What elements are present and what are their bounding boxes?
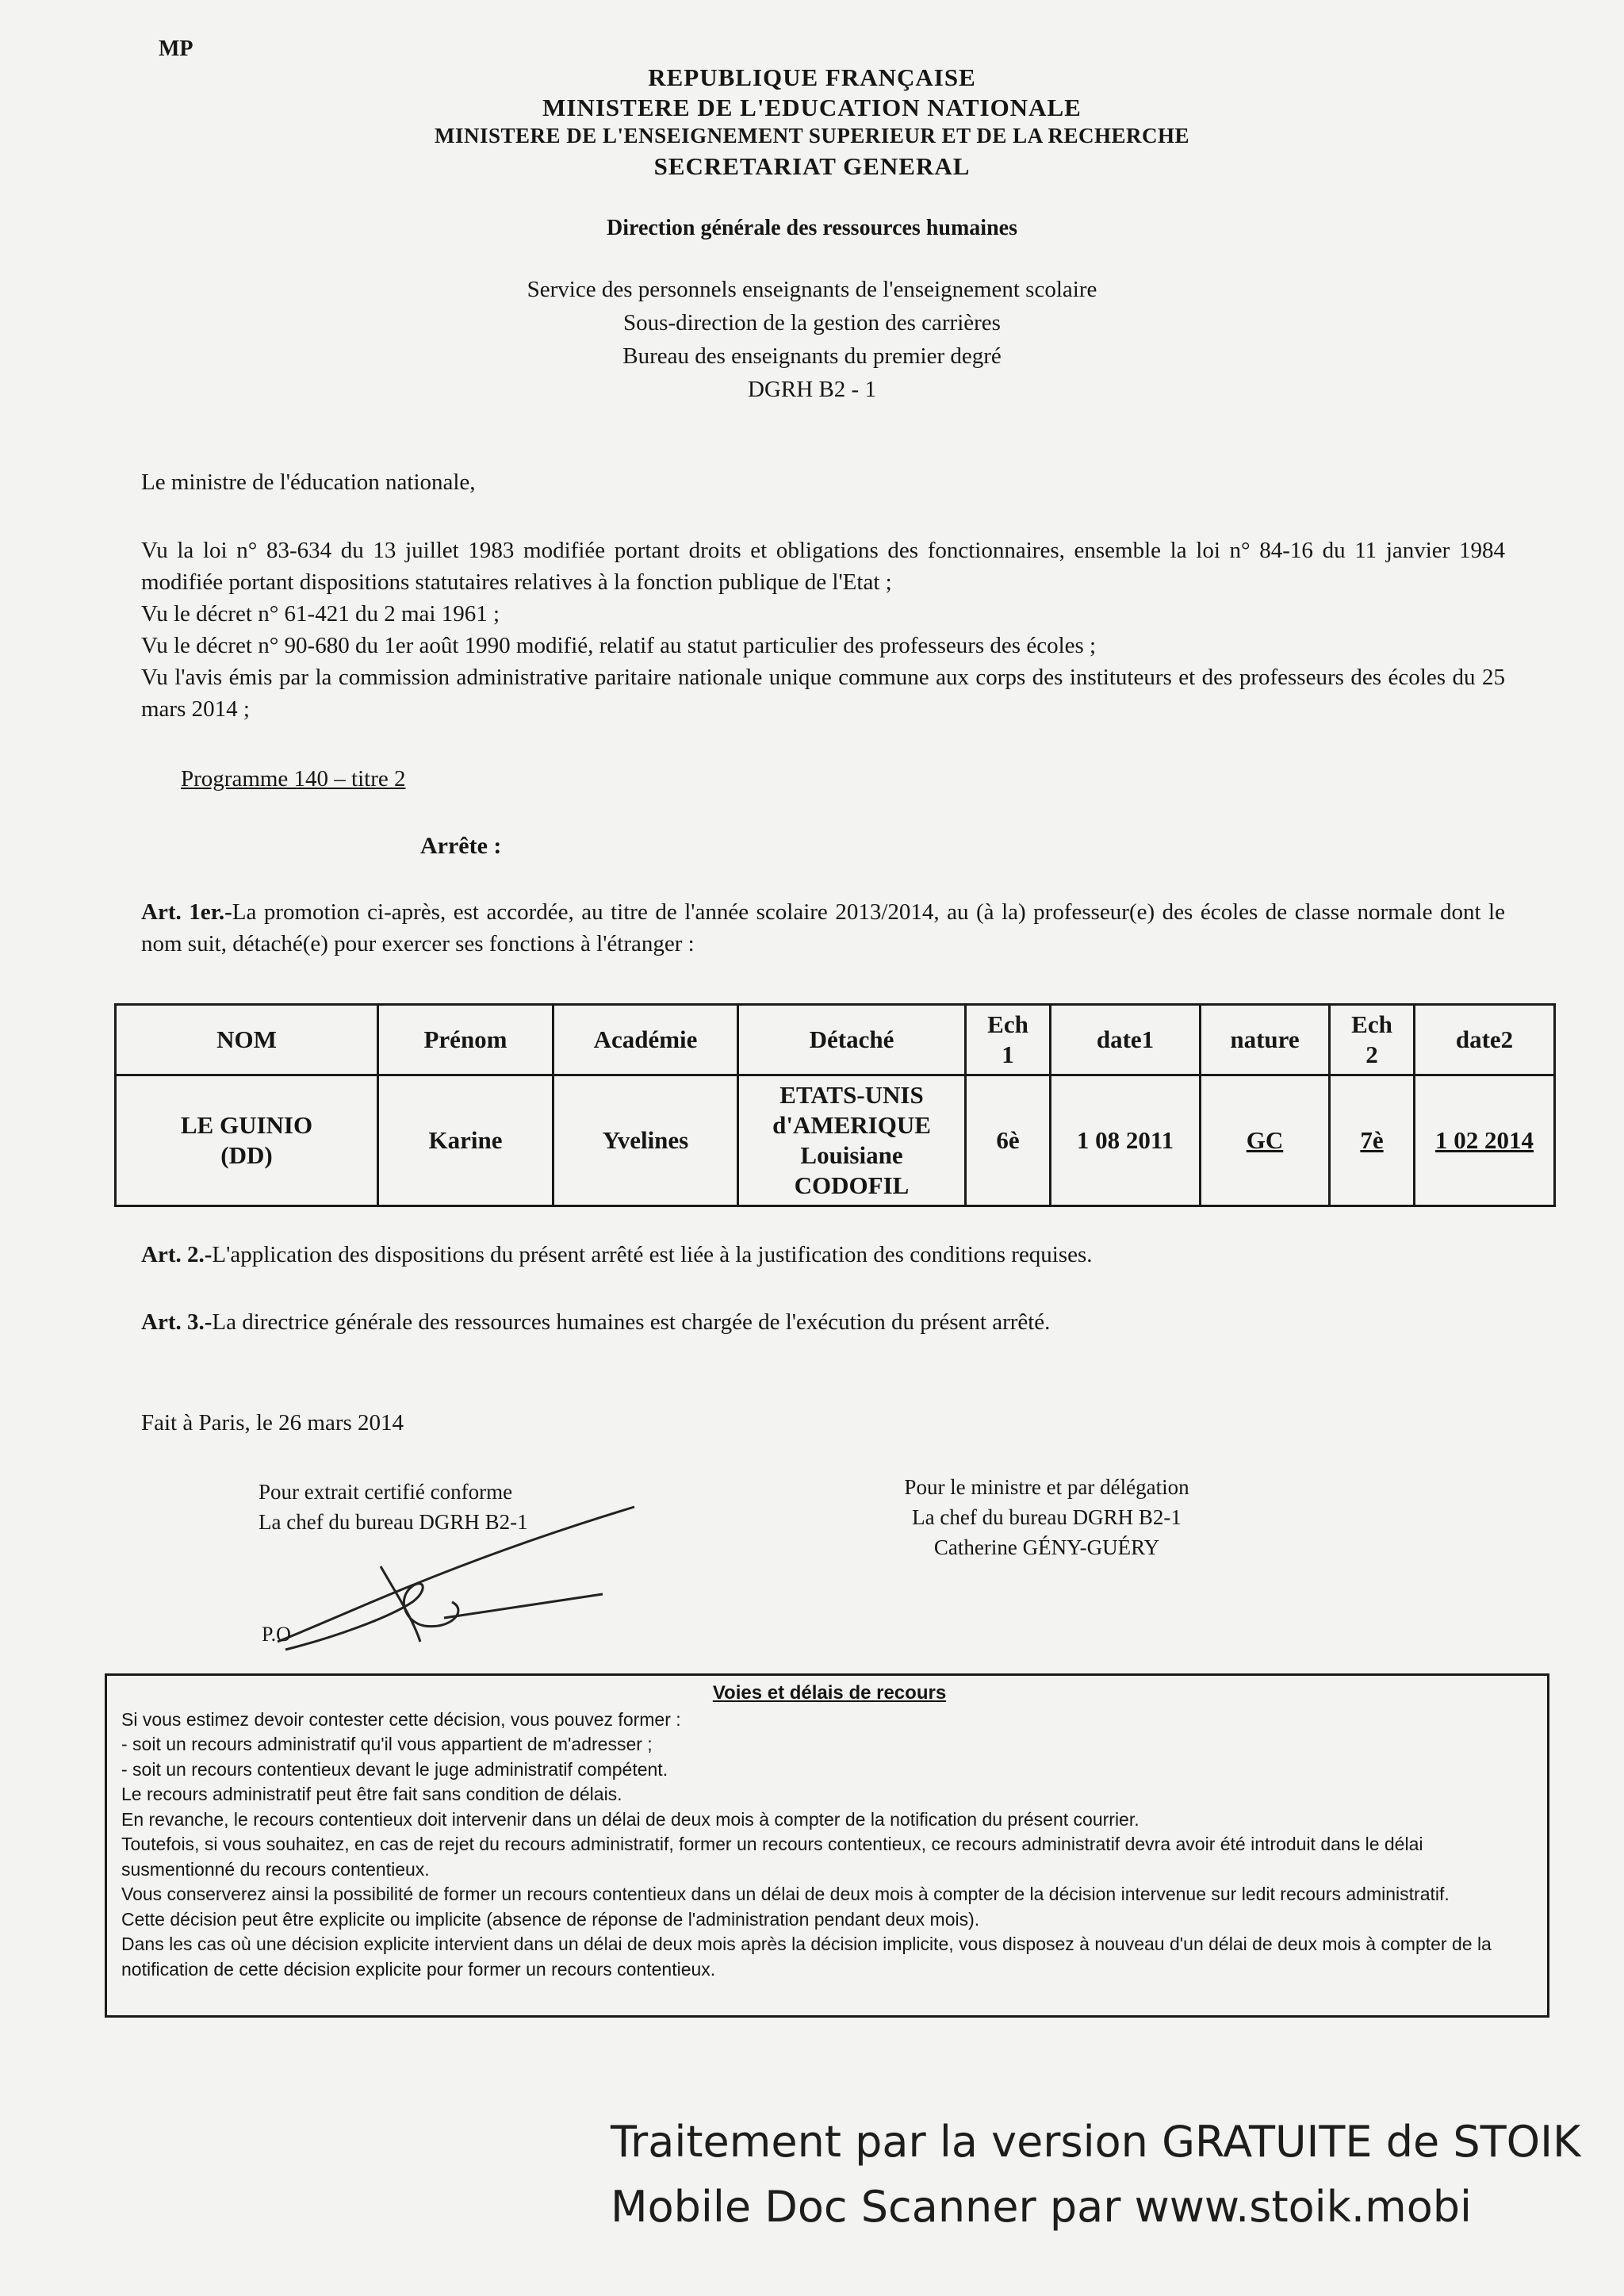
direction-title: Direction générale des ressources humaines bbox=[607, 216, 1017, 240]
promotion-table bbox=[114, 1003, 1556, 1207]
col-ech2: Ech 2 bbox=[1330, 1005, 1415, 1075]
cell-prenom: Karine bbox=[378, 1075, 553, 1206]
appeal-line: Cette décision peut être explicite ou implicite (absence de réponse de l'administration pendant deux mois). bbox=[121, 1908, 980, 1930]
header-secretariat: SECRETARIAT GENERAL bbox=[653, 152, 971, 180]
article-2 bbox=[141, 1239, 1505, 1271]
col-detache: Détaché bbox=[738, 1005, 966, 1075]
programme-line: Programme 140 – titre 2 bbox=[181, 766, 406, 792]
cell-date1: 1 08 2011 bbox=[1051, 1075, 1201, 1206]
cell-academie: Yvelines bbox=[553, 1075, 738, 1206]
article-2-label: Art. 2.- bbox=[141, 1242, 213, 1267]
cell-nature: GC bbox=[1201, 1075, 1330, 1206]
col-date2: date2 bbox=[1415, 1005, 1555, 1075]
article-1 bbox=[141, 896, 1505, 960]
document-initials: MP bbox=[159, 36, 193, 61]
header-ministry-education: MINISTERE DE L'EDUCATION NATIONALE bbox=[542, 94, 1082, 121]
scanner-watermark: Traitement par la version GRATUITE de STOIK Mobile Doc Scanner par www.stoik.mobi bbox=[611, 2117, 1581, 2232]
certified-extract-block: Pour extrait certifié conforme La chef du bureau DGRH B2-1 bbox=[259, 1480, 528, 1534]
po-mark: P.O bbox=[262, 1623, 291, 1646]
service-block bbox=[0, 273, 1624, 406]
appeal-box-title: Voies et délais de recours bbox=[712, 1682, 947, 1704]
subdirection-line: Sous-direction de la gestion des carrières bbox=[623, 310, 1001, 335]
bureau-code: DGRH B2 - 1 bbox=[748, 377, 876, 402]
col-date1: date1 bbox=[1051, 1005, 1201, 1075]
col-prenom: Prénom bbox=[378, 1005, 553, 1075]
reference-item: Vu le décret n° 90-680 du 1er août 1990 modifié, relatif au statut particulier des professeurs des écoles ; bbox=[141, 633, 1097, 658]
appeal-line: Vous conserverez ainsi la possibilité de former un recours contentieux dans un délai de deux mois à compter de la décision intervenue sur ledit recours administratif. bbox=[121, 1884, 1450, 1904]
place-date-line: Fait à Paris, le 26 mars 2014 bbox=[141, 1410, 404, 1435]
appeal-rights-box bbox=[105, 1673, 1549, 2018]
appeal-line: - soit un recours administratif qu'il vous appartient de m'adresser ; bbox=[121, 1734, 653, 1754]
article-3-label: Art. 3.- bbox=[141, 1309, 213, 1335]
appeal-line: - soit un recours contentieux devant le juge administratif compétent. bbox=[121, 1758, 668, 1780]
cell-date2: 1 02 2014 bbox=[1415, 1075, 1555, 1206]
reference-item: Vu l'avis émis par la commission administrative paritaire nationale unique commune aux corps des instituteurs et des professeurs des écoles du 25 mars 2014 ; bbox=[141, 665, 1505, 722]
col-academie: Académie bbox=[553, 1005, 738, 1075]
appeal-line: En revanche, le recours contentieux doit intervenir dans un délai de deux mois à compter de la notification du présent courrier. bbox=[121, 1808, 1139, 1830]
handwritten-signature bbox=[262, 1491, 658, 1681]
article-2-text: L'application des dispositions du présent arrêté est liée à la justification des conditions requises. bbox=[212, 1242, 1093, 1267]
cell-nom: LE GUINIO (DD) bbox=[116, 1075, 378, 1206]
article-3 bbox=[141, 1306, 1505, 1338]
minister-line: Le ministre de l'éducation nationale, bbox=[141, 470, 476, 495]
legal-references bbox=[141, 535, 1505, 725]
appeal-line: Le recours administratif peut être fait sans condition de délais. bbox=[121, 1784, 622, 1804]
table-header-row bbox=[116, 1005, 1555, 1075]
appeal-line: Dans les cas où une décision explicite intervient dans un délai de deux mois après la décision implicite, vous disposez à nouveau d'un délai de deux mois à compter de la notification de cette décision explicite pour former un recours contentieux. bbox=[121, 1934, 1492, 1980]
article-1-text: La promotion ci-après, est accordée, au titre de l'année scolaire 2013/2014, au (à la) professeur(e) des écoles de classe normale dont le nom suit, détaché(e) pour exercer ses fonctions à l'étranger : bbox=[141, 899, 1505, 956]
appeal-line: Toutefois, si vous souhaitez, en cas de rejet du recours administratif, former un recours contentieux, ce recours administratif devra avoir été introduit dans le délai susmentionné du recours contentieux. bbox=[121, 1834, 1423, 1880]
article-3-text: La directrice générale des ressources humaines est chargée de l'exécution du présent arrêté. bbox=[212, 1309, 1051, 1335]
col-ech1: Ech 1 bbox=[966, 1005, 1051, 1075]
cell-ech2: 7è bbox=[1330, 1075, 1415, 1206]
col-nom: NOM bbox=[116, 1005, 378, 1075]
cell-detache: ETATS-UNIS d'AMERIQUE Louisiane CODOFIL bbox=[738, 1075, 966, 1206]
cell-ech1: 6è bbox=[966, 1075, 1051, 1206]
arrete-heading: Arrête : bbox=[420, 833, 502, 859]
header-ministry-higher-education: MINISTERE DE L'ENSEIGNEMENT SUPERIEUR ET DE LA RECHERCHE bbox=[435, 124, 1189, 148]
reference-item: Vu la loi n° 83-634 du 13 juillet 1983 modifiée portant droits et obligations des fonctionnaires, ensemble la loi n° 84-16 du 11 janvier 1984 modifiée portant dispositions statutaires relatives à la fonction publique de l'Etat ; bbox=[141, 538, 1505, 595]
table-row bbox=[116, 1075, 1555, 1206]
service-line: Service des personnels enseignants de l'enseignement scolaire bbox=[527, 277, 1097, 302]
appeal-line: Si vous estimez devoir contester cette décision, vous pouvez former : bbox=[121, 1708, 681, 1730]
delegation-block: Pour le ministre et par délégation La chef du bureau DGRH B2-1 Catherine GÉNY-GUÉRY bbox=[904, 1475, 1189, 1559]
col-nature: nature bbox=[1201, 1005, 1330, 1075]
article-1-label: Art. 1er.- bbox=[141, 899, 232, 925]
bureau-line: Bureau des enseignants du premier degré bbox=[622, 343, 1002, 369]
header-republic: REPUBLIQUE FRANÇAISE bbox=[648, 63, 976, 91]
reference-item: Vu le décret n° 61-421 du 2 mai 1961 ; bbox=[141, 601, 500, 627]
